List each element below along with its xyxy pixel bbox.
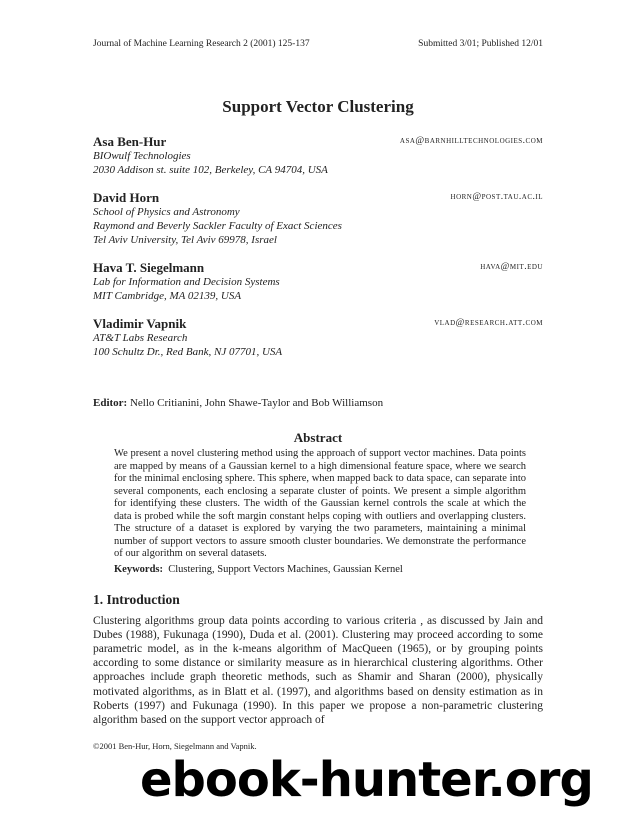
affiliation-line: BIOwulf Technologies: [93, 150, 191, 162]
affiliation-line: 2030 Addison st. suite 102, Berkeley, CA 94704, USA: [93, 164, 328, 176]
affiliation-line: Tel Aviv University, Tel Aviv 69978, Israel: [93, 234, 277, 246]
author-email: hava@mit.edu: [480, 262, 543, 272]
author-name: Asa Ben-Hur: [93, 134, 167, 149]
author-email: vlad@research.att.com: [434, 318, 543, 328]
keywords: Clustering, Support Vectors Machines, Gaussian Kernel: [168, 563, 403, 575]
page-column: [93, 0, 593, 809]
author-block: [93, 316, 543, 359]
author-name: David Horn: [93, 190, 160, 205]
paper-title: Support Vector Clustering: [222, 97, 414, 116]
author-block: [93, 134, 543, 177]
abstract-text: We present a novel clustering method using the approach of support vector machines. Data points are mapped by means of a Gaussian kernel to a high dimensional feature space, where we search for the minimal enclosing sphere. This sphere, when mapped back to data space, can separate into several components, each enclosing a separate cluster of points. We present a simple algorithm for identifying these clusters. The width of the Gaussian kernel controls the scale at which the data is probed while the soft margin constant helps coping with outliers and overlapping clusters. The structure of a dataset is explored by varying the two parameters, maintaining a minimal number of support vectors to assure smooth cluster boundaries. We demonstrate the performance of our algorithm on several datasets.: [114, 448, 526, 559]
journal-header: Journal of Machine Learning Research 2 (2001) 125-137: [93, 39, 310, 49]
affiliation-line: Raymond and Beverly Sackler Faculty of Exact Sciences: [93, 220, 342, 232]
affiliation-line: 100 Schultz Dr., Red Bank, NJ 07701, USA: [93, 346, 283, 358]
affiliation-line: AT&T Labs Research: [93, 332, 188, 344]
abstract-heading: Abstract: [293, 430, 343, 445]
submission-dates: Submitted 3/01; Published 12/01: [418, 39, 543, 49]
copyright-notice: ©2001 Ben-Hur, Horn, Siegelmann and Vapnik.: [93, 741, 257, 752]
editor-names: Nello Critianini, John Shawe-Taylor and Bob Williamson: [129, 397, 384, 409]
running-header: [93, 38, 543, 50]
author-email: horn@post.tau.ac.il: [450, 192, 543, 202]
author-email: asa@barnhilltechnologies.com: [399, 136, 543, 146]
watermark: ebook-hunter.org: [140, 752, 593, 809]
editor-line: [93, 397, 543, 410]
keywords-label: Keywords:: [114, 563, 163, 575]
affiliation-line: Lab for Information and Decision Systems: [93, 276, 280, 288]
editor-label: Editor:: [93, 397, 128, 409]
introduction-text: Clustering algorithms group data points according to various criteria , as discussed by Jain and Dubes (1988), Fukunaga (1990), Duda et al. (2001). Clustering may proceed according to some parametric model, as in the k-means algorithm of MacQueen (1965), or by grouping points according to some distance or similarity measure as in hierarchical clustering algorithms. Other approaches include graph theoretic methods, such as Shamir and Sharan (2000), physically motivated algorithms, as in Blatt et al. (1997), and algorithms based on density estimation as in Roberts (1997) and Fukunaga (1990). In this paper we propose a non-parametric clustering algorithm based on the support vector approach of: [93, 614, 543, 726]
author-block: [93, 260, 543, 303]
author-block: [93, 190, 543, 247]
author-name: Hava T. Siegelmann: [93, 260, 205, 275]
affiliation-line: MIT Cambridge, MA 02139, USA: [93, 290, 242, 302]
keywords-line: [114, 563, 543, 576]
author-name: Vladimir Vapnik: [93, 316, 187, 331]
section-heading: 1. Introduction: [93, 591, 180, 607]
affiliation-line: School of Physics and Astronomy: [93, 206, 240, 218]
